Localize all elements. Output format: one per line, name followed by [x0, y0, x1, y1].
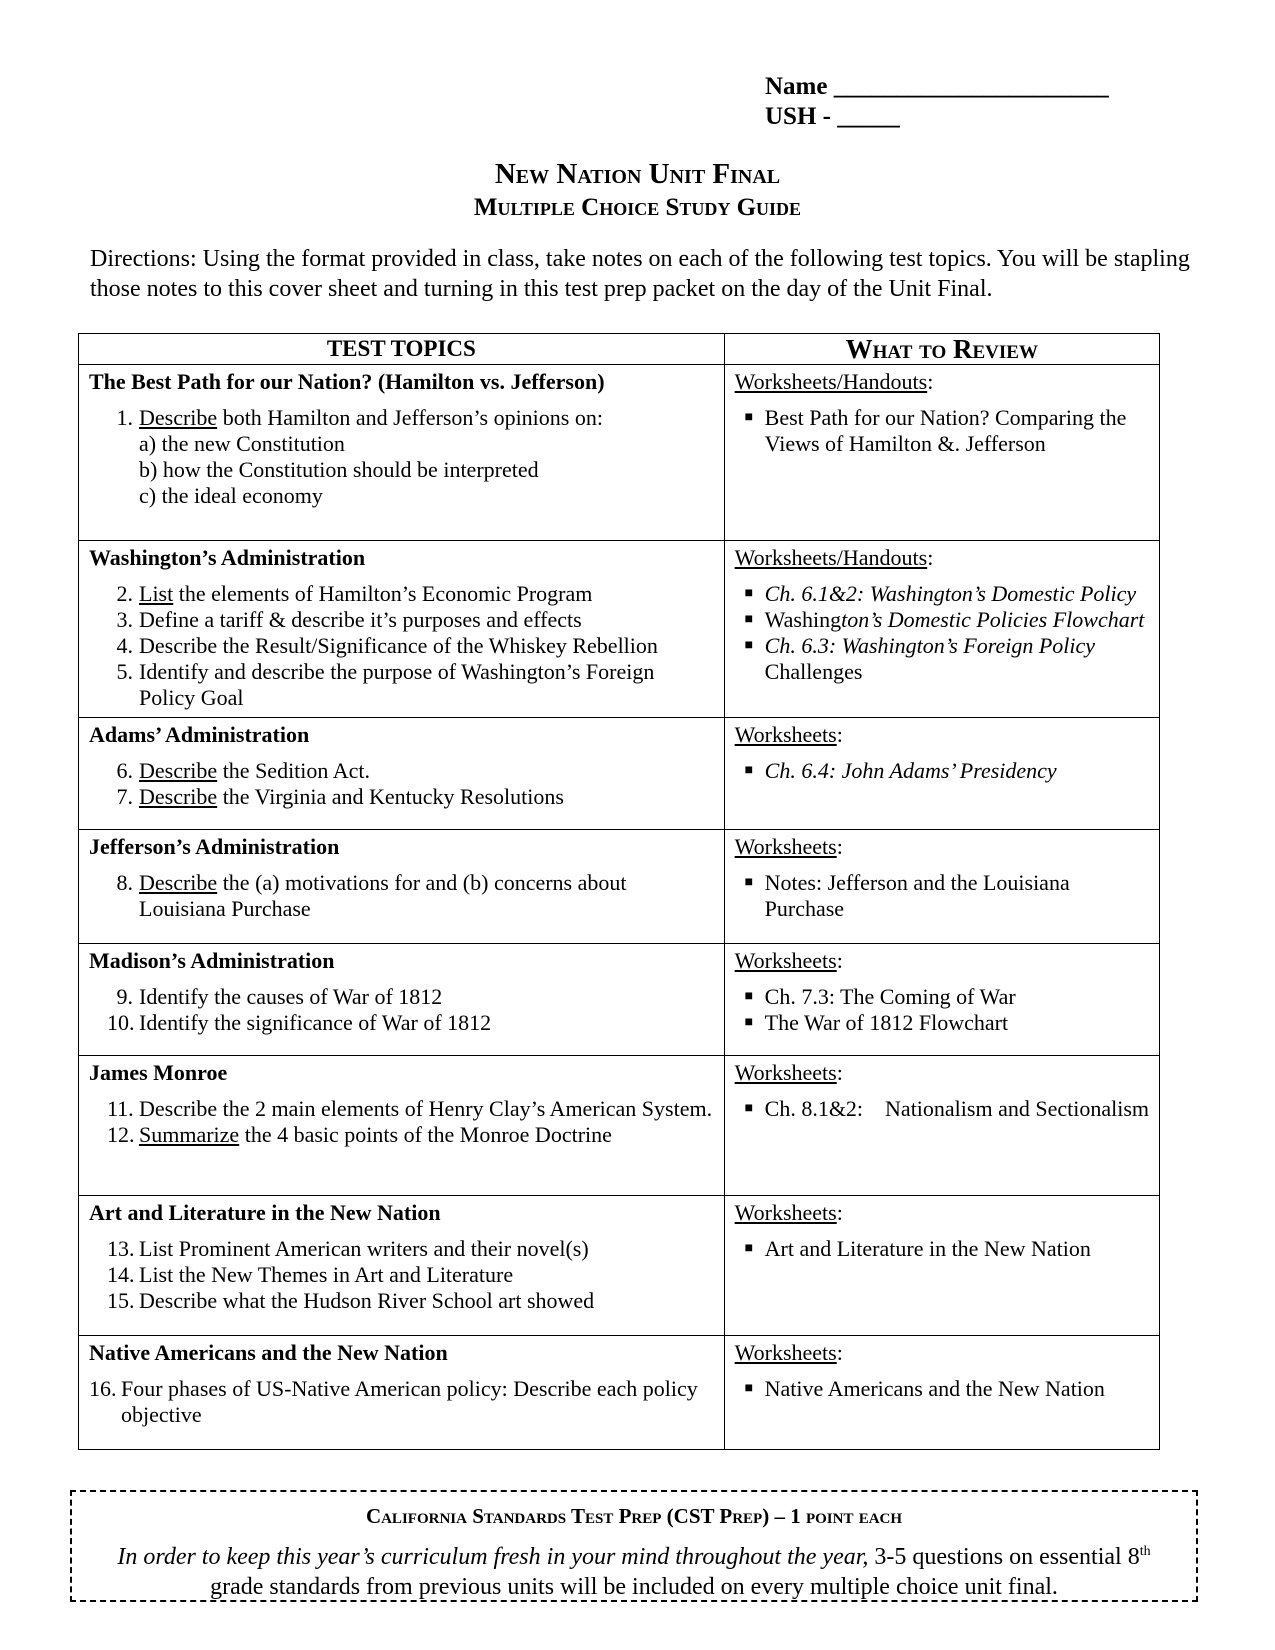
review-bullet: ■ Ch. 6.3: Washington’s Foreign Policy Challenges — [744, 633, 1096, 684]
topic-cell — [79, 718, 725, 830]
square-bullet-icon: ■ — [744, 875, 754, 890]
square-bullet-icon: ■ — [744, 763, 754, 778]
review-bullet: ■ Ch. 7.3: The Coming of War — [744, 984, 1016, 1009]
list-item: 5. Identify and describe the purpose of Washington’s Foreign Policy Goal — [116, 659, 655, 710]
review-label: Worksheets — [734, 1060, 837, 1085]
test-topics-header: TEST TOPICS — [79, 334, 725, 365]
review-cell: Worksheets: ■ Ch. 7.3: The Coming of War ■ The War of 1812 Flowchart — [724, 944, 1159, 1056]
sub-item: c) the ideal economy — [139, 483, 323, 508]
review-cell: Worksheets: ■ Ch. 6.4: John Adams’ Presidency — [724, 718, 1159, 830]
review-bullet: ■ Ch. 8.1&2: Nationalism and Sectionalism — [744, 1096, 1149, 1121]
review-bullet: ■ Notes: Jefferson and the Louisiana Purchase — [744, 870, 1070, 921]
sub-item: a) the new Constitution — [139, 431, 345, 456]
list-item: 13. List Prominent American writers and their novel(s) — [107, 1236, 589, 1261]
list-item: 3. Define a tariff & describe it’s purposes and effects — [116, 607, 582, 632]
list-item: 9. Identify the causes of War of 1812 — [116, 984, 443, 1009]
cst-prep-box — [70, 1490, 1198, 1602]
review-bullet: ■ Best Path for our Nation? Comparing the Views of Hamilton &. Jefferson — [744, 405, 1127, 456]
square-bullet-icon: ■ — [744, 638, 754, 653]
table-row — [79, 541, 1160, 718]
section-heading: Native Americans and the New Nation — [89, 1340, 448, 1365]
cst-text: In order to keep this year’s curriculum fresh in your mind throughout the year, 3-5 questions on essential 8th grade standards from previous units will be included on every multiple choice unit final. — [117, 1544, 1151, 1600]
list-item: 4. Describe the Result/Significance of the Whiskey Rebellion — [116, 633, 658, 658]
review-label: Worksheets/Handouts — [734, 545, 928, 570]
table-row — [79, 1056, 1160, 1196]
square-bullet-icon: ■ — [744, 1101, 754, 1116]
square-bullet-icon: ■ — [744, 1015, 754, 1030]
class-line: USH - _____ — [765, 103, 900, 130]
list-item: 11. Describe the 2 main elements of Henry Clay’s American System. — [107, 1096, 713, 1121]
topic-cell — [79, 830, 725, 944]
review-label: Worksheets — [734, 834, 837, 859]
list-item: 14. List the New Themes in Art and Literature — [107, 1262, 514, 1287]
name-block — [765, 72, 1109, 132]
section-heading: Art and Literature in the New Nation — [89, 1200, 441, 1225]
review-bullet: ■ Ch. 6.4: John Adams’ Presidency — [744, 758, 1057, 783]
square-bullet-icon: ■ — [744, 1241, 754, 1256]
table-row — [79, 830, 1160, 944]
topics-table — [78, 333, 1160, 1450]
list-item: 16. Four phases of US-Native American policy: Describe each policy objective — [89, 1376, 698, 1427]
section-heading: Washington’s Administration — [89, 545, 366, 570]
list-item: 10. Identify the significance of War of 1812 — [107, 1010, 492, 1035]
square-bullet-icon: ■ — [744, 1381, 754, 1396]
square-bullet-icon: ■ — [744, 586, 754, 601]
name-line: Name ______________________ — [765, 73, 1109, 100]
list-item: 8. Describe the (a) motivations for and (b) concerns about Louisiana Purchase — [116, 870, 627, 921]
list-item — [89, 405, 714, 431]
topic-cell — [79, 1056, 725, 1196]
list-item: 2. List the elements of Hamilton’s Economic Program — [116, 581, 593, 606]
review-cell: Worksheets/Handouts: ■ Best Path for our Nation? Comparing the Views of Hamilton &. Jefferson — [724, 365, 1159, 541]
review-bullet: ■ The War of 1812 Flowchart — [744, 1010, 1009, 1035]
review-bullet: ■ Native Americans and the New Nation — [744, 1376, 1105, 1401]
table-row — [79, 1336, 1160, 1450]
list-item: 15. Describe what the Hudson River School art showed — [107, 1288, 595, 1313]
review-cell: Worksheets: ■ Ch. 8.1&2: Nationalism and Sectionalism — [724, 1056, 1159, 1196]
table-row — [79, 944, 1160, 1056]
review-cell: Worksheets/Handouts: ■ Ch. 6.1&2: Washington’s Domestic Policy ■ Washington’s Domestic Policies Flowchart ■ Ch. 6.3: Washington’s Foreign Policy Challenges — [724, 541, 1159, 718]
item-text: both Hamilton and Jefferson’s opinions on: — [217, 405, 603, 430]
sub-item: b) how the Constitution should be interpreted — [139, 457, 539, 482]
list-item: 12. Summarize the 4 basic points of the Monroe Doctrine — [107, 1122, 612, 1147]
section-heading: Madison’s Administration — [89, 948, 335, 973]
review-label: Worksheets — [734, 722, 837, 747]
title-line-2: Multiple Choice Study Guide — [473, 194, 802, 221]
section-heading: Jefferson’s Administration — [89, 834, 340, 859]
topic-cell — [79, 1196, 725, 1336]
section-heading: Adams’ Administration — [89, 722, 310, 747]
review-label: Worksheets — [734, 1200, 837, 1225]
list-item: 6. Describe the Sedition Act. — [116, 758, 370, 783]
topic-cell — [79, 944, 725, 1056]
square-bullet-icon: ■ — [744, 410, 754, 425]
review-cell: Worksheets: ■ Notes: Jefferson and the Louisiana Purchase — [724, 830, 1159, 944]
square-bullet-icon: ■ — [744, 989, 754, 1004]
review-bullet: ■ Art and Literature in the New Nation — [744, 1236, 1091, 1261]
square-bullet-icon: ■ — [744, 612, 754, 627]
item-verb: Describe — [139, 405, 218, 430]
list-item: 7. Describe the Virginia and Kentucky Resolutions — [116, 784, 564, 809]
topic-cell — [79, 541, 725, 718]
table-row — [79, 1196, 1160, 1336]
review-label: Worksheets — [734, 1340, 837, 1365]
table-header-row — [79, 334, 1160, 365]
review-cell: Worksheets: ■ Native Americans and the New Nation — [724, 1336, 1159, 1450]
directions-text: Directions: Using the format provided in class, take notes on each of the following test topics. You will be stapling those notes to this cover sheet and turning in this test prep packet on the day of the Unit Final. — [90, 246, 1190, 302]
table-row — [79, 718, 1160, 830]
section-heading: The Best Path for our Nation? (Hamilton vs. Jefferson) — [89, 369, 605, 394]
topic-cell — [79, 365, 725, 541]
item-number: 1. — [116, 405, 133, 430]
what-to-review-header: What to Review — [724, 334, 1159, 365]
table-row — [79, 365, 1160, 541]
review-bullet: ■ Washington’s Domestic Policies Flowchart — [744, 607, 1145, 632]
topic-cell — [79, 1336, 725, 1450]
cst-title: California Standards Test Prep (CST Prep) – 1 point each — [365, 1504, 903, 1528]
review-label: Worksheets — [734, 948, 837, 973]
page-title — [0, 156, 1275, 224]
title-line-1: New Nation Unit Final — [494, 158, 781, 190]
section-heading: James Monroe — [89, 1060, 228, 1085]
review-label: Worksheets/Handouts — [734, 369, 928, 394]
review-bullet: ■ Ch. 6.1&2: Washington’s Domestic Policy — [744, 581, 1137, 606]
review-cell: Worksheets: ■ Art and Literature in the New Nation — [724, 1196, 1159, 1336]
